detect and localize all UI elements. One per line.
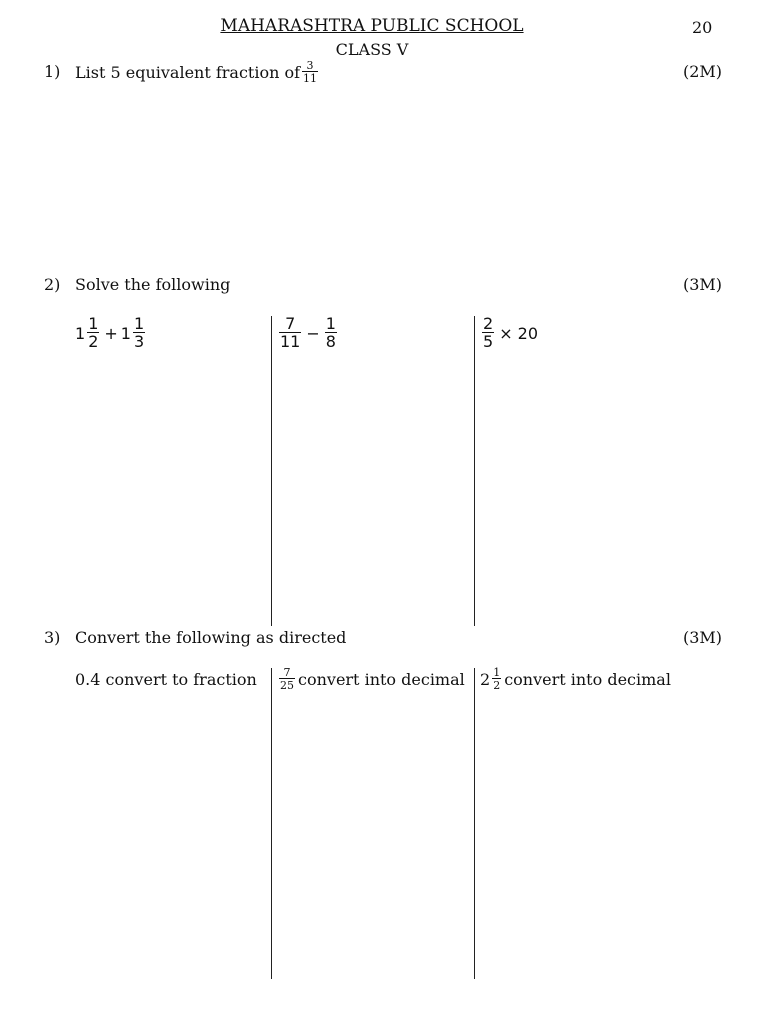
fraction	[133, 316, 145, 350]
column-divider	[474, 316, 475, 626]
question-3c-text: convert into decimal	[504, 669, 671, 689]
question-3-number: 3)	[44, 628, 61, 647]
fraction-denominator: 11	[280, 332, 301, 351]
operator: × 20	[499, 323, 539, 343]
fraction-denominator: 11	[303, 72, 318, 85]
fraction-numerator: 7	[285, 314, 296, 333]
question-3a-text: 0.4 convert to fraction	[75, 670, 257, 689]
question-3b-text: convert into decimal	[298, 669, 465, 689]
question-3b-row	[277, 667, 465, 691]
operator: −	[306, 323, 320, 343]
column-divider	[271, 316, 272, 626]
fraction	[325, 316, 337, 350]
fraction-denominator: 2	[88, 332, 99, 351]
question-3-text: Convert the following as directed	[75, 628, 347, 647]
question-2c-expression	[480, 316, 538, 350]
fraction-numerator: 1	[325, 314, 336, 333]
fraction-numerator: 1	[88, 314, 99, 333]
fraction-numerator: 3	[306, 59, 314, 72]
question-1-marks: (2M)	[683, 62, 723, 81]
total-marks: 20	[692, 18, 713, 37]
fraction	[279, 667, 295, 691]
fraction-numerator: 2	[483, 314, 494, 333]
fraction	[87, 316, 99, 350]
column-divider	[271, 668, 272, 979]
question-2a-expression	[75, 316, 147, 350]
whole-number: 1	[75, 323, 86, 343]
question-1-fraction	[302, 60, 318, 84]
question-3-marks: (3M)	[683, 628, 723, 647]
fraction-numerator: 1	[133, 314, 145, 333]
whole-number: 1	[120, 323, 131, 343]
school-name: MAHARASHTRA PUBLIC SCHOOL	[220, 16, 524, 36]
question-2-text: Solve the following	[75, 275, 231, 294]
fraction-denominator: 5	[483, 332, 494, 351]
fraction-numerator: 1	[493, 666, 501, 679]
fraction	[279, 316, 301, 350]
question-1-text: List 5 equivalent fraction of	[75, 62, 301, 82]
question-2-marks: (3M)	[683, 275, 723, 294]
fraction-numerator: 7	[283, 666, 291, 679]
fraction-denominator: 2	[493, 679, 501, 692]
fraction	[482, 316, 494, 350]
fraction-denominator: 3	[133, 332, 145, 351]
question-1-number: 1)	[44, 62, 61, 81]
question-3c-row	[480, 667, 671, 691]
whole-number: 2	[480, 669, 491, 689]
operator: +	[104, 323, 118, 343]
fraction	[492, 667, 501, 691]
question-1-text-row	[75, 60, 320, 84]
question-2-number: 2)	[44, 275, 61, 294]
fraction-denominator: 8	[325, 332, 336, 351]
class-title: CLASS V	[335, 40, 409, 59]
question-2b-expression	[277, 316, 339, 350]
column-divider	[474, 668, 475, 979]
fraction-denominator: 25	[280, 679, 294, 692]
